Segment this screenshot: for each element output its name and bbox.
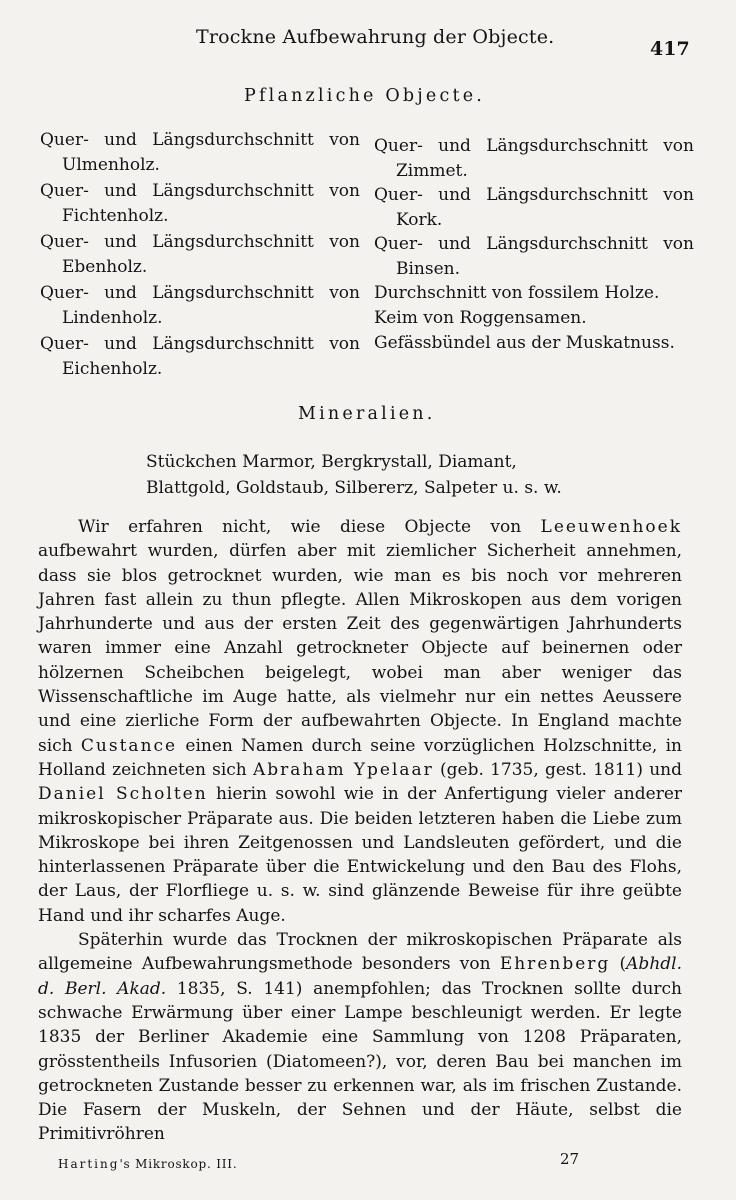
paragraph-text: einen Namen durch seine vorzüglichen Holzschnitte, in Holland zeichneten sich xyxy=(38,735,682,780)
plant-entry xyxy=(374,183,694,232)
plant-entry-line: Quer- und Längsdurchschnitt von xyxy=(40,181,360,201)
plant-entry-cont: Ebenholz. xyxy=(62,257,148,277)
plant-entry xyxy=(374,306,694,331)
minerals-line-2: Blattgold, Goldstaub, Silbererz, Salpeter u. s. w. xyxy=(146,478,562,498)
citation-reference: Abhdl. d. Berl. Akad. xyxy=(38,954,682,999)
paragraph-text: hierin sowohl wie in der Anfertigung vieler anderer mikroskopischer Präparate aus. Die beiden letzteren haben die Liebe zum Mikroskope bei ihren Zeitgenossen und Landsleuten gefördert, und die hinterlassenen Präparate über die Entwickelung und den Bau des Flohs, der Laus, der Florfliege u. s. w. sind glänzende Beweise für ihre geübte Hand und ihr scharfes Auge. xyxy=(38,784,683,926)
plant-entry-cont: Binsen. xyxy=(396,259,461,279)
plant-entry-cont: Kork. xyxy=(396,210,443,230)
plant-entry xyxy=(40,128,360,179)
running-title: Trockne Aufbewahrung der Objecte. xyxy=(196,26,555,48)
plant-entry-line: Quer- und Längsdurchschnitt von xyxy=(40,232,360,252)
paragraph-text: Späterhin wurde das Trocknen der mikroskopischen Präparate als allgemeine Aufbewahrungsmethode besonders von xyxy=(38,930,682,975)
plants-right-column xyxy=(374,134,694,356)
plant-entry-line: Durchschnitt von fossilem Holze. xyxy=(374,283,660,303)
plant-entry xyxy=(374,134,694,183)
plant-entry-cont: Zimmet. xyxy=(396,161,468,181)
signature-name: Harting xyxy=(58,1157,120,1171)
plant-entry xyxy=(374,331,694,356)
paragraph-text: Wir erfahren nicht, wie diese Objecte von xyxy=(78,517,541,537)
plant-entry-line: Keim von Roggensamen. xyxy=(374,308,587,328)
plant-entry-line: Quer- und Längsdurchschnitt von xyxy=(40,130,360,150)
plant-entry xyxy=(374,232,694,281)
person-name-custance: Custance xyxy=(80,735,178,756)
body-text xyxy=(38,515,682,1147)
paragraph-2 xyxy=(38,928,682,1147)
paragraph-text: 1835, S. 141) anempfohlen; das Trocknen sollte durch schwache Erwärmung über einer Lampe beschleunigt werden. Er legte 1835 der Berliner Akademie eine Sammlung von 1208 Präparaten, grösstentheils Infusorien (Diatomeen?), vor, deren Bau bei manchen im getrockneten Zustande besser zu erkennen war, als im frischen Zustande. Die Fasern der Muskeln, der Sehnen und der Häute, selbst die Primitivröhren xyxy=(38,978,682,1145)
plant-entry-line: Quer- und Längsdurchschnitt von xyxy=(374,185,694,205)
plant-entry-cont: Fichtenholz. xyxy=(62,206,169,226)
signature-number: 27 xyxy=(560,1150,580,1168)
paragraph-text: (geb. 1735, gest. 1811) und xyxy=(433,759,682,780)
plant-entry-line: Gefässbündel aus der Muskatnuss. xyxy=(374,333,675,353)
paragraph-text: aufbewahrt wurden, dürfen aber mit ziemlicher Sicherheit annehmen, dass sie blos getrocknet wurden, wie man es bis noch vor mehreren Jahren fast allein zu thun pflegte. Allen Mikroskopen aus dem vorigen Jahrhunderte und aus der ersten Zeit des gegenwärtigen Jahrhunderts waren immer eine Anzahl getrockneter Objecte auf beinernen oder hölzernen Scheibchen beigelegt, wobei man aber weniger das Wissenschaftliche im Auge hatte, als vielmehr nur ein nettes Aeussere und eine zierliche Form der aufbewahrten Objecte. In England machte sich xyxy=(38,541,682,756)
person-name-scholten: Daniel Scholten xyxy=(38,784,208,805)
signature-mark xyxy=(58,1157,237,1171)
paragraph-text: ( xyxy=(610,954,627,975)
plants-left-column xyxy=(40,128,360,383)
plant-entry xyxy=(40,179,360,230)
plant-entry-line: Quer- und Längsdurchschnitt von xyxy=(374,136,694,156)
person-name-ehrenberg: Ehrenberg xyxy=(499,954,611,975)
signature-rest: 's Mikroskop. III. xyxy=(119,1157,238,1171)
plant-entry xyxy=(40,332,360,383)
paragraph-1 xyxy=(38,515,682,928)
plants-heading: Pflanzliche Objecte. xyxy=(244,86,486,106)
person-name-leeuwenhoek: Leeuwenhoek xyxy=(540,517,682,537)
plant-entry-line: Quer- und Längsdurchschnitt von xyxy=(374,234,694,254)
plant-entry xyxy=(40,281,360,332)
plant-entry-line: Quer- und Längsdurchschnitt von xyxy=(40,334,360,354)
plant-entry-cont: Ulmenholz. xyxy=(62,155,160,175)
plant-entry xyxy=(374,281,694,306)
minerals-heading: Mineralien. xyxy=(298,404,436,424)
plant-entry-line: Quer- und Längsdurchschnitt von xyxy=(40,283,360,303)
plant-entry xyxy=(40,230,360,281)
person-name-ypelaar: Abraham Ypelaar xyxy=(252,759,434,780)
minerals-line-1: Stückchen Marmor, Bergkrystall, Diamant, xyxy=(146,452,517,472)
minerals-list xyxy=(146,449,566,501)
plant-entry-cont: Lindenholz. xyxy=(62,308,163,328)
page-number: 417 xyxy=(650,38,690,60)
plant-entry-cont: Eichenholz. xyxy=(62,359,163,379)
